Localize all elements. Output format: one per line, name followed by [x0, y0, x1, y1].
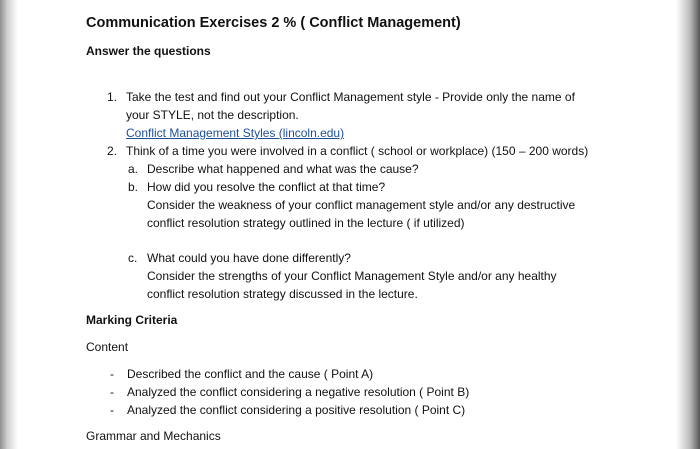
- instructions-heading: Answer the questions: [86, 44, 211, 58]
- conflict-styles-link[interactable]: Conflict Management Styles (lincoln.edu): [126, 126, 345, 140]
- question-1-number: 1.: [107, 90, 118, 104]
- question-1-line-1: Take the test and find out your Conflict Management style - Provide only the name of: [126, 90, 575, 104]
- criteria-bullet-2: -: [110, 385, 114, 399]
- question-2a-text: Describe what happened and what was the cause?: [147, 162, 419, 176]
- question-2b-line-2: Consider the weakness of your conflict management style and/or any destructive: [147, 198, 576, 212]
- criteria-bullet-1: -: [110, 367, 114, 381]
- question-1-line-2: your STYLE, not the description.: [126, 108, 299, 122]
- question-2c-line-2: Consider the strengths of your Conflict Management Style and/or any healthy: [147, 269, 557, 283]
- question-2b-letter: b.: [128, 180, 139, 194]
- document-title: Communication Exercises 2 % ( Conflict Management): [86, 15, 461, 31]
- question-2c-line-3: conflict resolution strategy discussed in the lecture.: [147, 287, 418, 301]
- criteria-bullet-3: -: [110, 403, 114, 417]
- question-2b-text: How did you resolve the conflict at that time?: [147, 180, 386, 194]
- question-2c-text: What could you have done differently?: [147, 251, 351, 265]
- question-2b-line-3: conflict resolution strategy outlined in the lecture ( if utilized): [147, 216, 465, 230]
- question-2-line-1: Think of a time you were involved in a conflict ( school or workplace) (150 – 200 words): [126, 144, 589, 158]
- content-label: Content: [86, 340, 129, 354]
- grammar-mechanics-label: Grammar and Mechanics: [86, 429, 221, 443]
- question-2c-letter: c.: [128, 251, 138, 265]
- criteria-item-1: Described the conflict and the cause ( Point A): [127, 367, 374, 381]
- marking-criteria-heading: Marking Criteria: [86, 313, 178, 327]
- question-2-number: 2.: [107, 144, 118, 158]
- criteria-item-2: Analyzed the conflict considering a negative resolution ( Point B): [127, 385, 470, 399]
- question-2a-letter: a.: [128, 162, 139, 176]
- criteria-item-3: Analyzed the conflict considering a positive resolution ( Point C): [127, 403, 466, 417]
